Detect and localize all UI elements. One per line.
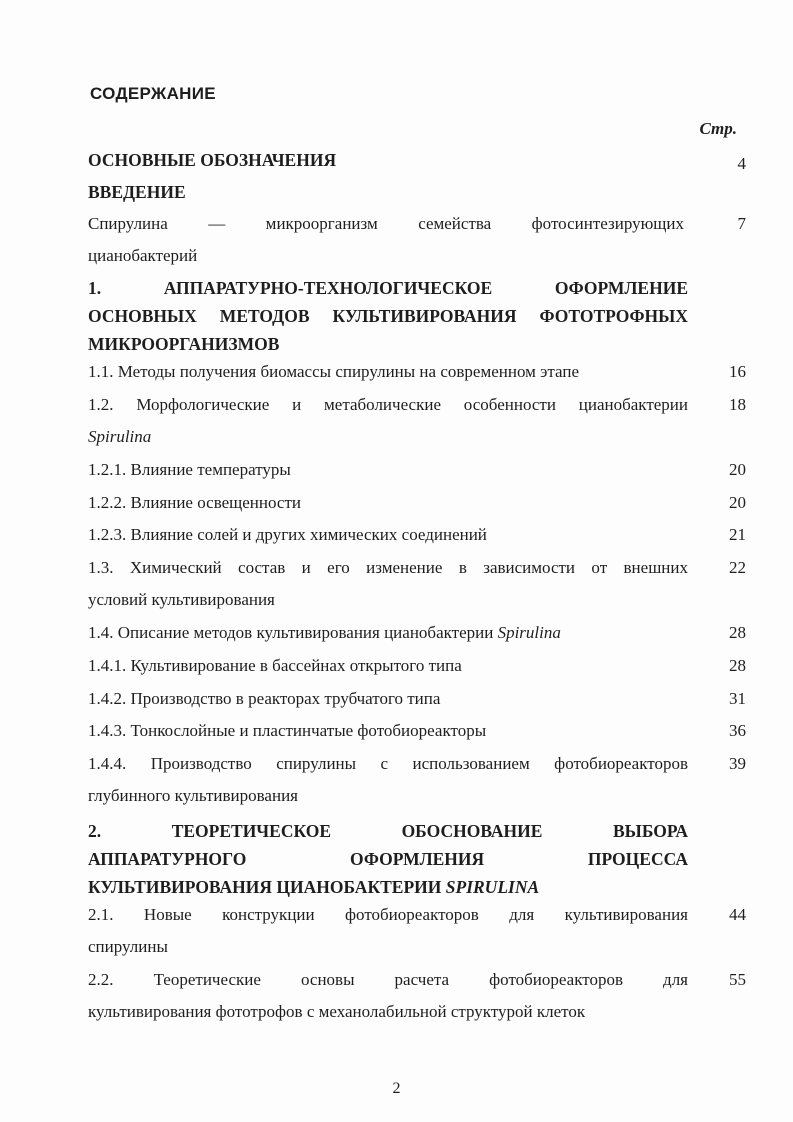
toc-entry-text: 2.1. Новые конструкции фотобиореакторов для культивирования <box>88 905 688 924</box>
toc-entry-text: 1.4.2. Производство в реакторах трубчатого типа <box>88 689 441 708</box>
toc-entry <box>88 964 746 1028</box>
toc-entry-chapter <box>88 274 688 358</box>
toc-entry-page: 55 <box>729 970 746 989</box>
toc-entry <box>88 617 746 649</box>
toc-entry-text-line2: культивирования фототрофов с механолабильной структурой клеток <box>88 1002 586 1021</box>
toc-entry-page: 4 <box>737 154 746 173</box>
toc-entry-text-line2: спирулины <box>88 937 168 956</box>
toc-entry-text: 1.2.1. Влияние температуры <box>88 460 291 479</box>
toc-entry-text-line2: цианобактерий <box>88 246 198 265</box>
toc-entry-text: 1.2. Морфологические и метаболические особенности цианобактерии <box>88 395 688 414</box>
toc-entry-page: 28 <box>729 656 746 675</box>
toc-entry-text-line3: КУЛЬТИВИРОВАНИЯ ЦИАНОБАКТЕРИИ SPIRULINA <box>88 877 540 897</box>
toc-entry-text: ВВЕДЕНИЕ <box>88 182 186 202</box>
toc-entry-text: 1.2.2. Влияние освещенности <box>88 493 301 512</box>
toc-entry-page: 39 <box>729 754 746 773</box>
toc-entry-text-line2: условий культивирования <box>88 590 275 609</box>
toc-entry <box>88 356 746 388</box>
toc-entry-text: 1. АППАРАТУРНО-ТЕХНОЛОГИЧЕСКОЕ ОФОРМЛЕНИЕ <box>88 278 688 298</box>
toc-entry-chapter <box>88 817 688 901</box>
toc-entry <box>88 389 746 453</box>
toc-entry-text: 1.4.1. Культивирование в бассейнах открытого типа <box>88 656 462 675</box>
toc-entry-page: 44 <box>729 905 746 924</box>
toc-entry <box>88 552 746 616</box>
toc-entry-text: 1.2.3. Влияние солей и других химических соединений <box>88 525 487 544</box>
toc-entry-text: 1.4.4. Производство спирулины с использованием фотобиореакторов <box>88 754 688 773</box>
toc-entry-page: 21 <box>729 525 746 544</box>
toc-entry <box>88 748 746 812</box>
toc-entry <box>88 454 746 486</box>
toc-entry-text-line3: МИКРООРГАНИЗМОВ <box>88 334 280 354</box>
toc-entry-text-line2: ОСНОВНЫХ МЕТОДОВ КУЛЬТИВИРОВАНИЯ ФОТОТРОФНЫХ <box>88 306 688 326</box>
page-number: 2 <box>392 1080 401 1097</box>
toc-entry <box>88 715 746 747</box>
toc-entry <box>88 899 746 963</box>
toc-entry <box>88 146 746 174</box>
page-title: СОДЕРЖАНИЕ <box>90 84 216 103</box>
toc-entry <box>88 519 746 551</box>
toc-entry-page: 18 <box>729 395 746 414</box>
toc-entry-text: 1.4. Описание методов культивирования цианобактерии Spirulina <box>88 623 561 642</box>
toc-entry-text: ОСНОВНЫЕ ОБОЗНАЧЕНИЯ <box>88 150 337 170</box>
toc-entry-text: 1.3. Химический состав и его изменение в зависимости от внешних <box>88 558 688 577</box>
toc-entry <box>88 650 746 682</box>
toc-entry-text-line2: глубинного культивирования <box>88 786 298 805</box>
toc-entry-text-line2: АППАРАТУРНОГО ОФОРМЛЕНИЯ ПРОЦЕССА <box>88 849 688 869</box>
toc-entry <box>88 683 746 715</box>
toc-entry-page: 28 <box>729 623 746 642</box>
toc-entry-text: 1.4.3. Тонкослойные и пластинчатые фотобиореакторы <box>88 721 487 740</box>
toc-entry-page: 22 <box>729 558 746 577</box>
toc-entry-page: 36 <box>729 721 746 740</box>
toc-entry-text: Спирулина — микроорганизм семейства фотосинтезирующих <box>88 214 684 233</box>
toc-entry-text: 2.2. Теоретические основы расчета фотобиореакторов для <box>88 970 688 989</box>
toc-entry-page: 31 <box>729 689 746 708</box>
toc-entry <box>88 487 746 519</box>
toc-entry-text: 2. ТЕОРЕТИЧЕСКОЕ ОБОСНОВАНИЕ ВЫБОРА <box>88 821 688 841</box>
toc-entry-text-line2: Spirulina <box>88 427 152 446</box>
toc-entry-page: 16 <box>729 362 746 381</box>
toc-entry-page: 20 <box>729 460 746 479</box>
toc-entry-page: 20 <box>729 493 746 512</box>
toc-entry <box>88 208 746 272</box>
toc-entry <box>88 178 688 206</box>
page-column-label: Стр. <box>699 119 737 138</box>
toc-entry-page: 7 <box>737 214 746 233</box>
toc-entry-text: 1.1. Методы получения биомассы спирулины на современном этапе <box>88 362 580 381</box>
